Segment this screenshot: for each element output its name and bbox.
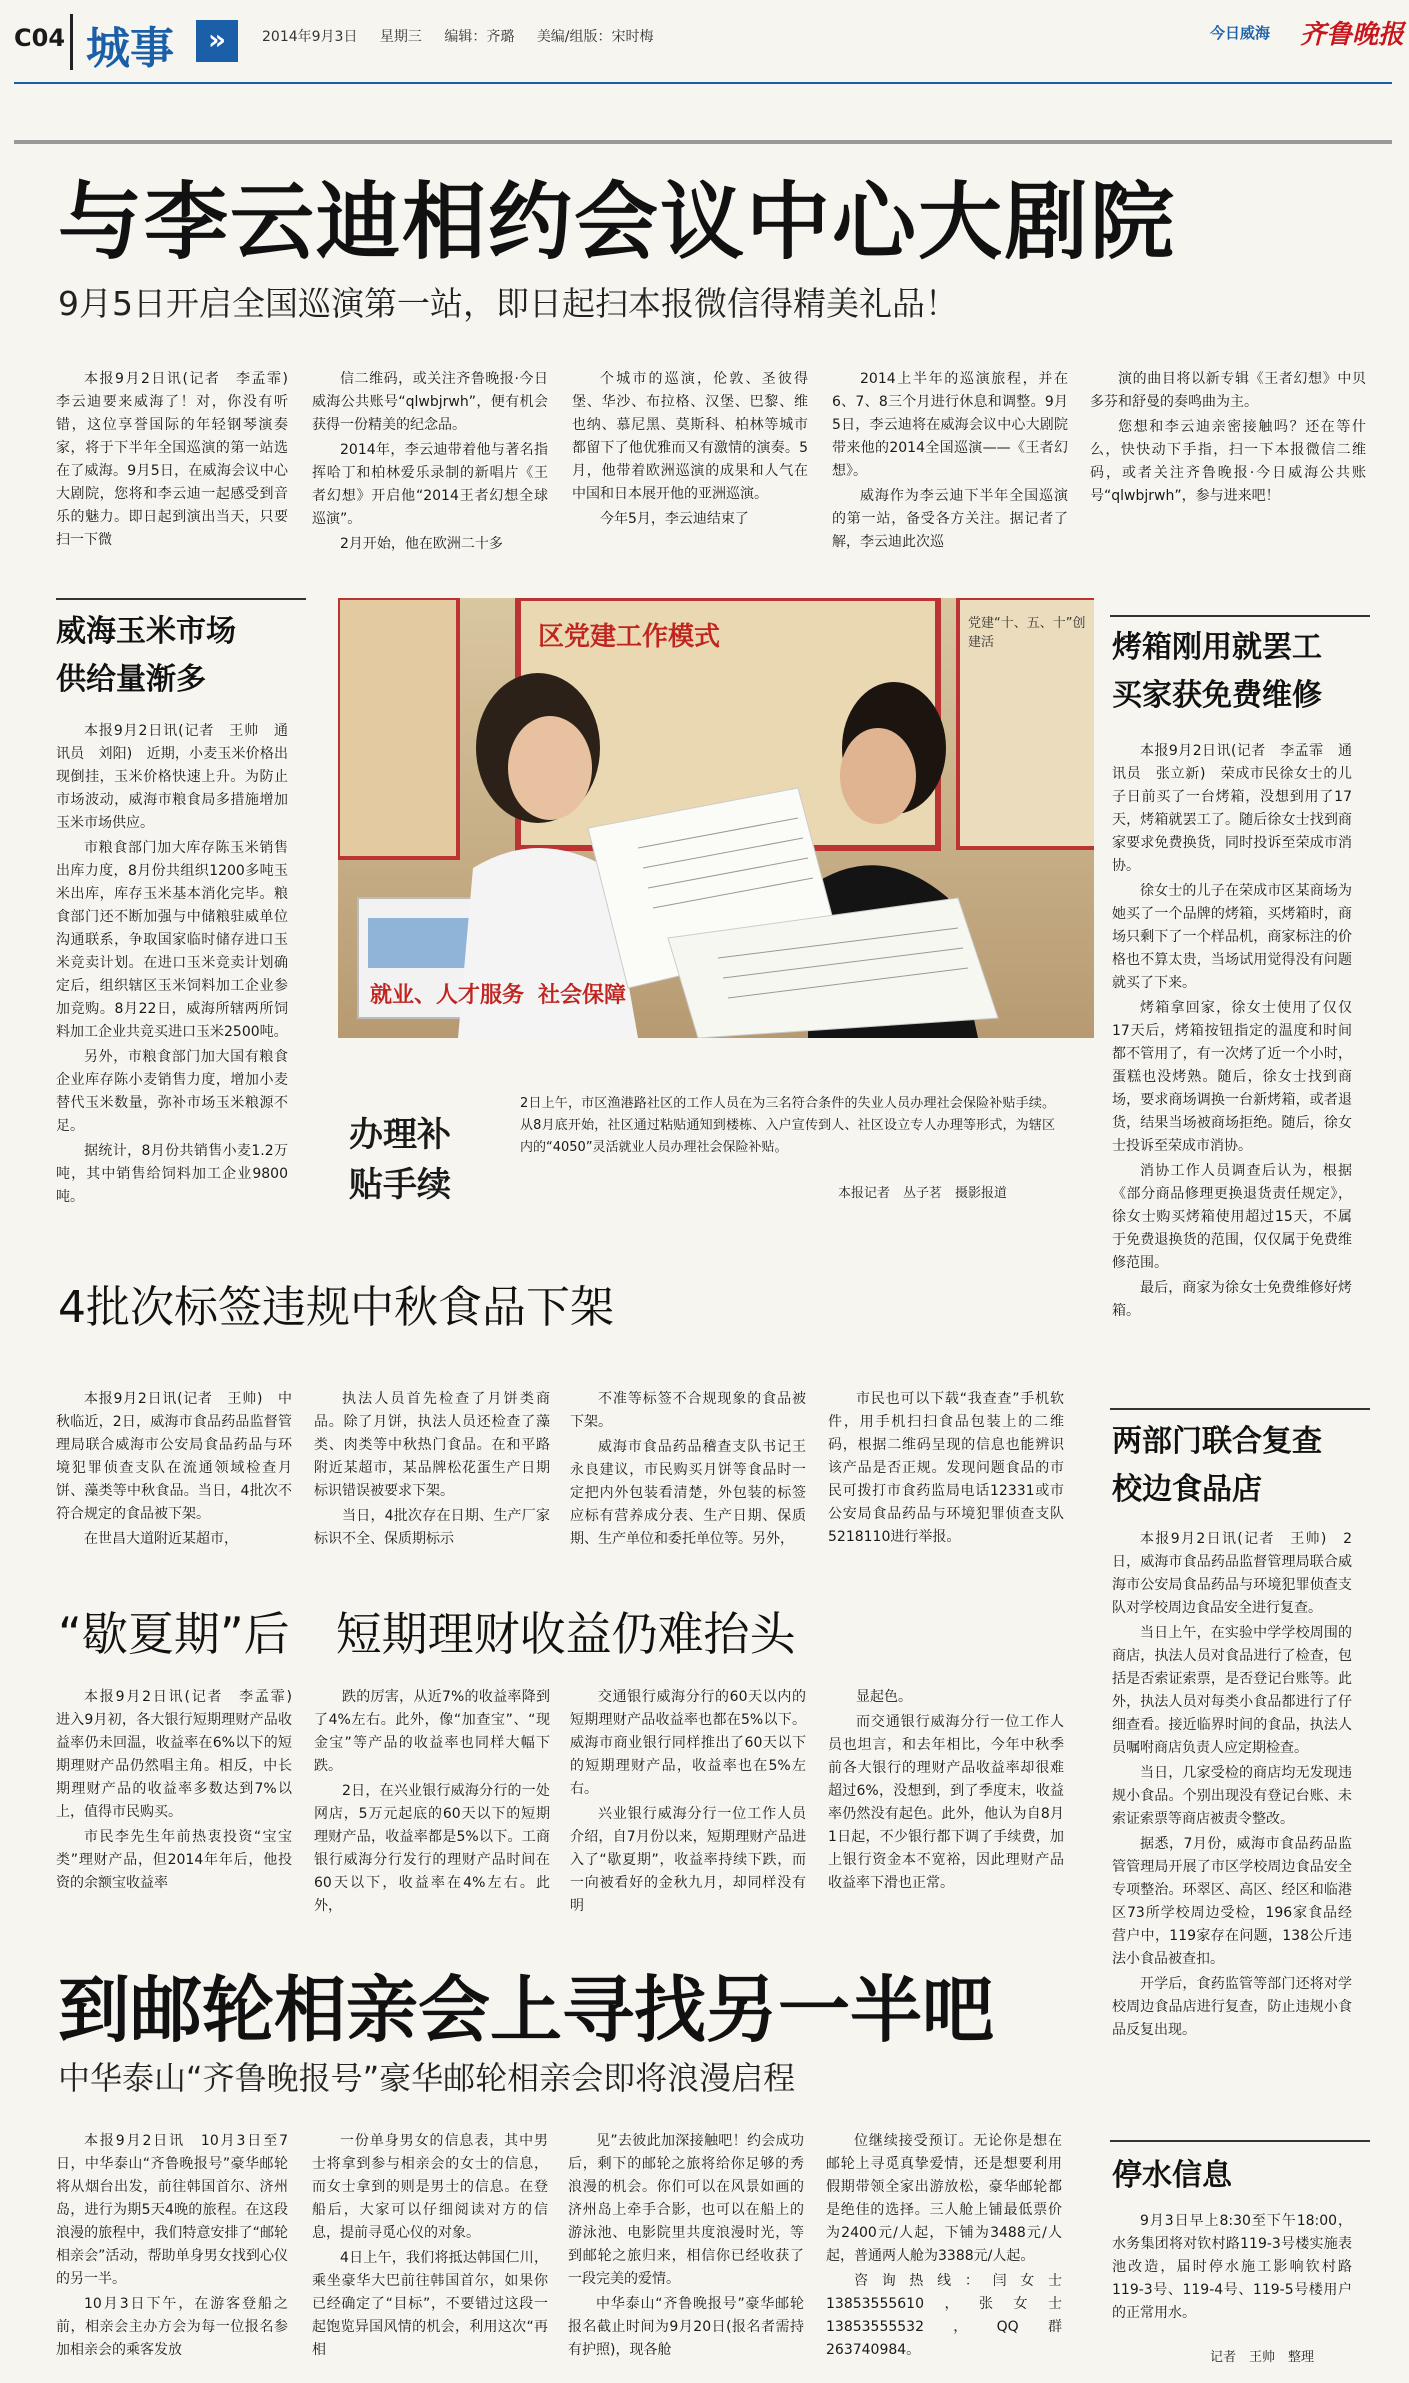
section-chevron-icon: » — [196, 20, 238, 62]
lead-paragraph: 演的曲目将以新专辑《王者幻想》中贝多芬和舒曼的奏鸣曲为主。 — [1090, 371, 1366, 410]
corn-paragraph: 市粮食部门加大库存陈玉米销售出库力度，8月份共组织1200多吨玉米出库，库存玉米基本消化完毕。粮食部门还不断加强与中储粮驻威单位沟通联系，争取国家临时储存进口玉米竞卖计划。在进口玉米竞卖计划确定后，组织辖区玉米饲料加工企业参加竞购。8月22日，威海所辖两所饲料加工企业共竞买进口玉米2500吨。 — [56, 840, 288, 1040]
finance-paragraph: 交通银行威海分行的60天以内的短期理财产品收益率也都在5%以下。威海市商业银行同样推出了60天以下的短期理财产品，收益率也在5%左右。 — [570, 1689, 806, 1797]
corn-rule — [56, 598, 306, 600]
photo-illustration — [338, 598, 1094, 1038]
mooncake-column-1 — [56, 1388, 292, 1553]
issue-editor: 编辑：齐璐 — [444, 29, 515, 45]
corn-headline — [56, 608, 316, 704]
finance-column-2 — [314, 1686, 550, 1920]
water-paragraph: 9月3日早上8:30至下午18:00，水务集团将对钦村路119-3号楼实施表池改造，届时停水施工影响钦村路119-3号、119-4号、119-5号楼用户的正常用水。 — [1112, 2213, 1352, 2321]
mooncake-paragraph: 市民也可以下载“我查查”手机软件，用手机扫扫食品包装上的二维码，根据二维码呈现的信息也能辨识该产品是否正规。发现问题食品的市民可拨打市食药监局电话12331或市公安局食品药品与环境犯罪侦查支队5218110进行举报。 — [828, 1391, 1064, 1545]
school-paragraph: 本报9月2日讯(记者 王帅) 2日，威海市食品药品监督管理局联合威海市公安局食品药品与环境犯罪侦查支队对学校周边食品安全进行复查。 — [1112, 1531, 1352, 1616]
mooncake-paragraph: 不准等标签不合规现象的食品被下架。 — [570, 1391, 806, 1430]
oven-paragraph: 消协工作人员调查后认为，根据《部分商品修理更换退货责任规定》，徐女士购买烤箱使用超过15天，不属于免费退换货的范围，仅仅属于免费维修范围。 — [1112, 1163, 1352, 1271]
photo-sign-security: 社会保障 — [538, 983, 627, 1008]
cruise-paragraph: 本报9月2日讯 10月3日至7日，中华泰山“齐鲁晚报号”豪华邮轮将从烟台出发，前往韩国首尔、济州岛，进行为期5天4晚的旅程。在这段浪漫的旅程中，我们特意安排了“邮轮相亲会”活动，帮助单身男女找到心仪的另一半。 — [56, 2133, 288, 2287]
oven-paragraph: 最后，商家为徐女士免费维修好烤箱。 — [1112, 1280, 1352, 1319]
finance-paragraph: 2日，在兴业银行威海分行的一处网店，5万元起底的60天以下的短期理财产品，收益率都是5%以下。工商银行威海分行发行的理财产品时间在60天以下，收益率在4%左右。此外， — [314, 1783, 550, 1914]
mooncake-column-2 — [314, 1388, 550, 1553]
lead-column-3 — [572, 368, 808, 533]
lead-column-5 — [1090, 368, 1366, 510]
corn-paragraph: 本报9月2日讯(记者 王帅 通讯员 刘阳) 近期，小麦玉米价格出现倒挂，玉米价格快速上升。为防止市场波动，威海市粮食局多措施增加玉米市场供应。 — [56, 723, 288, 831]
corn-paragraph: 据统计，8月份共销售小麦1.2万吨，其中销售给饲料加工企业9800吨。 — [56, 1143, 288, 1205]
news-photo — [338, 598, 1094, 1038]
lead-paragraph: 2014上半年的巡演旅程，并在6、7、8三个月进行休息和调整。9月5日，李云迪将在威海会议中心大剧院带来他的2014全国巡演——《王者幻想》。 — [832, 371, 1068, 479]
mooncake-paragraph: 当日，4批次存在日期、生产厂家标识不全、保质期标示 — [314, 1508, 550, 1547]
finance-column-1 — [56, 1686, 306, 1897]
water-credit: 记者 王帅 整理 — [1210, 2350, 1315, 2365]
photo-wall-banner-right: 党建“十、五、十”创建活 — [968, 616, 1086, 650]
cruise-paragraph: 中华泰山“齐鲁晚报号”豪华邮轮报名截止时间为9月20日(报名者需持有护照)，现各舱 — [568, 2296, 804, 2358]
finance-paragraph: 兴业银行威海分行一位工作人员介绍，自7月份以来，短期理财产品进入了“歇夏期”，收益率持续下跌，而一向被看好的金秋九月，却同样没有明 — [570, 1806, 806, 1914]
lead-paragraph: 本报9月2日讯(记者 李孟霏) 李云迪要来威海了！对，你没有听错，这位享誉国际的年轻钢琴演奏家，将于下半年全国巡演的第一站选在了威海。9月5日，在威海会议中心大剧院，您将和李云迪一起感受到音乐的魅力。即日起到演出当天，只要扫一下微 — [56, 371, 302, 548]
photo-wall-banner: 区党建工作模式 — [538, 622, 721, 652]
cruise-paragraph: 一份单身男女的信息表，其中男士将拿到参与相亲会的女士的信息，而女士拿到的则是男士的信息。在登船后，大家可以仔细阅读对方的信息，提前寻觅心仪的对象。 — [312, 2133, 548, 2241]
lead-headline: 与李云迪相约会议中心大剧院 — [58, 173, 1177, 271]
lead-column-1 — [56, 368, 302, 554]
mooncake-paragraph: 威海市食品药品稽查支队书记王永良建议，市民购买月饼等食品时一定把内外包装看清楚，外包装的标签应标有营养成分表、生产日期、保质期、生产单位和委托单位等。另外， — [570, 1439, 806, 1547]
school-headline-line2: 校边食品店 — [1112, 1472, 1262, 1507]
photo-sign-employment: 就业、人才服务 — [370, 983, 525, 1008]
sub-brand: 今日威海 — [1210, 24, 1271, 42]
school-paragraph: 当日上午，在实验中学学校周围的商店，执法人员对食品进行了检查，包括是否索证索票，是否登记台账等。此外，执法人员对每类小食品都进行了仔细查看。接近临界时间的食品，执法人员嘱咐商店负责人应定期检查。 — [1112, 1625, 1352, 1756]
corn-headline-line1: 威海玉米市场 — [56, 614, 236, 649]
school-headline — [1112, 1418, 1382, 1514]
corn-headline-line2: 供给量渐多 — [56, 662, 206, 697]
mooncake-column-3 — [570, 1388, 806, 1553]
cruise-paragraph: 位继续接受预订。无论你是想在邮轮上寻觅真挚爱情，还是想要利用假期带领全家出游放松，豪华邮轮都是绝佳的选择。三人舱上铺最低票价为2400元/人起，下铺为3488元/人起，普通两人舱为3388元/人起。 — [826, 2133, 1062, 2264]
top-rule — [14, 140, 1392, 144]
mooncake-paragraph: 执法人员首先检查了月饼类商品。除了月饼，执法人员还检查了藻类、肉类等中秋热门食品。在和平路附近某超市，某品牌松花蛋生产日期标识错误被要求下架。 — [314, 1391, 550, 1499]
issue-date: 2014年9月3日 — [262, 29, 358, 45]
cruise-column-4 — [826, 2130, 1062, 2364]
lead-column-4 — [832, 368, 1068, 556]
oven-headline-line2: 买家获免费维修 — [1112, 678, 1322, 713]
finance-column-4 — [828, 1686, 1064, 1897]
oven-rule — [1110, 615, 1370, 617]
oven-headline-line1: 烤箱刚用就罢工 — [1112, 630, 1322, 665]
finance-paragraph: 市民李先生年前热衷投资“宝宝类”理财产品，但2014年年后，他投资的余额宝收益率 — [56, 1829, 292, 1891]
water-body — [1112, 2210, 1352, 2327]
header-divider — [70, 14, 73, 70]
water-headline: 停水信息 — [1112, 2158, 1232, 2193]
oven-headline — [1112, 624, 1382, 720]
finance-paragraph: 显起色。 — [856, 1689, 912, 1705]
school-rule — [1110, 1408, 1370, 1410]
oven-paragraph: 烤箱拿回家，徐女士使用了仅仅17天后，烤箱按钮指定的温度和时间都不管用了，有一次烤了近一个小时，蛋糕也没烤熟。随后，徐女士找到商场，要求商场调换一台新烤箱，或者退货，结果当场被商场拒绝。随后，徐女士投诉至荣成市消协。 — [1112, 1000, 1352, 1154]
cruise-paragraph: 10月3日下午，在游客登船之前，相亲会主办方会为每一位报名参加相亲会的乘客发放 — [56, 2296, 288, 2358]
issue-meta — [262, 26, 672, 46]
lead-paragraph: 2014年，李云迪带着他与著名指挥哈丁和柏林爱乐录制的新唱片《王者幻想》开启他“2014王者幻想全球巡演”。 — [312, 442, 548, 527]
mooncake-paragraph: 在世昌大道附近某超市， — [84, 1531, 238, 1547]
mooncake-paragraph: 本报9月2日讯(记者 王帅) 中秋临近，2日，威海市食品药品监督管理局联合威海市公安局食品药品与环境犯罪侦查支队在流通领域检查月饼、藻类等中秋食品。当日，4批次不符合规定的食品被下架。 — [56, 1391, 292, 1522]
school-paragraph: 据悉，7月份，威海市食品药品监管管理局开展了市区学校周边食品安全专项整治。环翠区、高区、经区和临港区73所学校周边受检，196家食品经营户中，119家存在问题，138公斤违法小食品被查扣。 — [1112, 1836, 1352, 1967]
corn-body — [56, 720, 288, 1211]
cruise-column-1 — [56, 2130, 288, 2364]
lead-column-2 — [312, 368, 548, 558]
oven-paragraph: 徐女士的儿子在荣成市区某商场为她买了一个品牌的烤箱，买烤箱时，商场只剩下了一个样品机，商家标注的价格也不算太贵，当场试用觉得没有问题就买了下来。 — [1112, 883, 1352, 991]
oven-body — [1112, 740, 1352, 1325]
water-rule — [1110, 2140, 1370, 2142]
brand-logo: 齐鲁晚报 — [1300, 20, 1405, 50]
oven-paragraph: 本报9月2日讯(记者 李孟霏 通讯员 张立新) 荣成市民徐女士的儿子日前买了一台烤箱，没想到用了17天，烤箱就罢工了。随后徐女士找到商家要求免费换货，同时投诉至荣成市消协。 — [1112, 743, 1352, 874]
corn-paragraph: 另外，市粮食部门加大国有粮食企业库存陈小麦销售力度，增加小麦替代玉米数量，弥补市场玉米粮源不足。 — [56, 1049, 288, 1134]
finance-paragraph: 本报9月2日讯(记者 李孟霏) 进入9月初，各大银行短期理财产品收益率仍未回温，收益率在6%以下的短期理财产品仍然唱主角。相反，中长期理财产品的收益率多数达到7%以上，值得市民购买。 — [56, 1689, 306, 1820]
cruise-paragraph: 见”去彼此加深接触吧！约会成功后，剩下的邮轮之旅将给你足够的秀浪漫的机会。你们可以在风景如画的济州岛上牵手合影，也可以在船上的游泳池、电影院里共度浪漫时光，等到邮轮之旅归来，相信你已经收获了一段完美的爱情。 — [568, 2133, 804, 2287]
section-name: 城事 — [86, 23, 174, 74]
lead-paragraph: 信二维码，或关注齐鲁晚报·今日威海公共账号“qlwbjrwh”，便有机会获得一份精美的纪念品。 — [312, 371, 548, 433]
cruise-column-2 — [312, 2130, 548, 2364]
lead-paragraph: 您想和李云迪亲密接触吗？还在等什么，快快动下手指，扫一下本报微信二维码，或者关注齐鲁晚报·今日威海公共账号“qlwbjrwh”，参与进来吧！ — [1090, 419, 1366, 504]
photo-caption-title: 办理补贴手续 — [349, 1115, 451, 1205]
lead-paragraph: 威海作为李云迪下半年全国巡演的第一站，备受各方关注。据记者了解，李云迪此次巡 — [832, 488, 1068, 550]
header-rule — [14, 82, 1392, 84]
school-paragraph: 当日，几家受检的商店均无发现违规小食品。个别出现没有登记台账、未索证索票等商店被责令整改。 — [1112, 1765, 1352, 1827]
lead-subheadline: 9月5日开启全国巡演第一站，即日起扫本报微信得精美礼品！ — [58, 284, 958, 323]
lead-paragraph: 2月开始，他在欧洲二十多 — [340, 536, 503, 552]
issue-weekday: 星期三 — [379, 29, 422, 45]
finance-column-3 — [570, 1686, 806, 1920]
page-number: C04 — [14, 24, 66, 52]
mooncake-headline: 4批次标签违规中秋食品下架 — [58, 1282, 614, 1333]
school-headline-line1: 两部门联合复查 — [1112, 1424, 1322, 1459]
lead-paragraph: 个城市的巡演，伦敦、圣彼得堡、华沙、布拉格、汉堡、巴黎、维也纳、慕尼黑、莫斯科、柏林等城市都留下了他优雅而又有激情的演奏。5月，他带着欧洲巡演的成果和人气在中国和日本展开他的亚洲巡演。 — [572, 371, 808, 502]
cruise-column-3 — [568, 2130, 804, 2364]
mooncake-column-4 — [828, 1388, 1064, 1551]
cruise-paragraph: 4日上午，我们将抵达韩国仁川，乘坐豪华大巴前往韩国首尔，如果你已经确定了“目标”，不要错过这段一起饱览异国风情的机会，利用这次“再相 — [312, 2250, 548, 2358]
photo-caption: 2日上午，市区渔港路社区的工作人员在为三名符合条件的失业人员办理社会保险补贴手续。从8月底开始，社区通过粘贴通知到楼栋、入户宣传到人、社区设立专人办理等形式，为辖区内的“4050”灵活就业人员办理社会保险补贴。 — [520, 1096, 1055, 1155]
cruise-headline: 到邮轮相亲会上寻找另一半吧 — [58, 1968, 995, 2052]
finance-paragraph: 跌的厉害，从近7%的收益率降到了4%左右。此外，像“加查宝”、“现金宝”等产品的收益率也同样大幅下跌。 — [314, 1689, 550, 1774]
finance-headline: “歇夏期”后 短期理财收益仍难抬头 — [58, 1607, 796, 1661]
finance-paragraph: 而交通银行威海分行一位工作人员也坦言，和去年相比，今年中秋季前各大银行的理财产品收益率却很难超过6%，没想到，到了季度末，收益率仍然没有起色。此外，他认为自8月1日起，不少银行都下调了手续费，加上银行资金本不宽裕，因此理财产品收益率下滑也正常。 — [828, 1714, 1064, 1891]
issue-designer: 美编/组版：宋时梅 — [536, 29, 654, 45]
cruise-subheadline: 中华泰山“齐鲁晚报号”豪华邮轮相亲会即将浪漫启程 — [58, 2059, 796, 2097]
photo-credit: 本报记者 丛子茗 摄影报道 — [838, 1186, 1008, 1201]
school-paragraph: 开学后，食药监管等部门还将对学校周边食品店进行复查，防止违规小食品反复出现。 — [1112, 1976, 1352, 2038]
lead-paragraph: 今年5月，李云迪结束了 — [600, 511, 749, 527]
school-body — [1112, 1528, 1352, 2044]
cruise-paragraph: 咨询热线：闫女士13853555610，张女士13853555532，QQ群263740984。 — [826, 2273, 1062, 2358]
